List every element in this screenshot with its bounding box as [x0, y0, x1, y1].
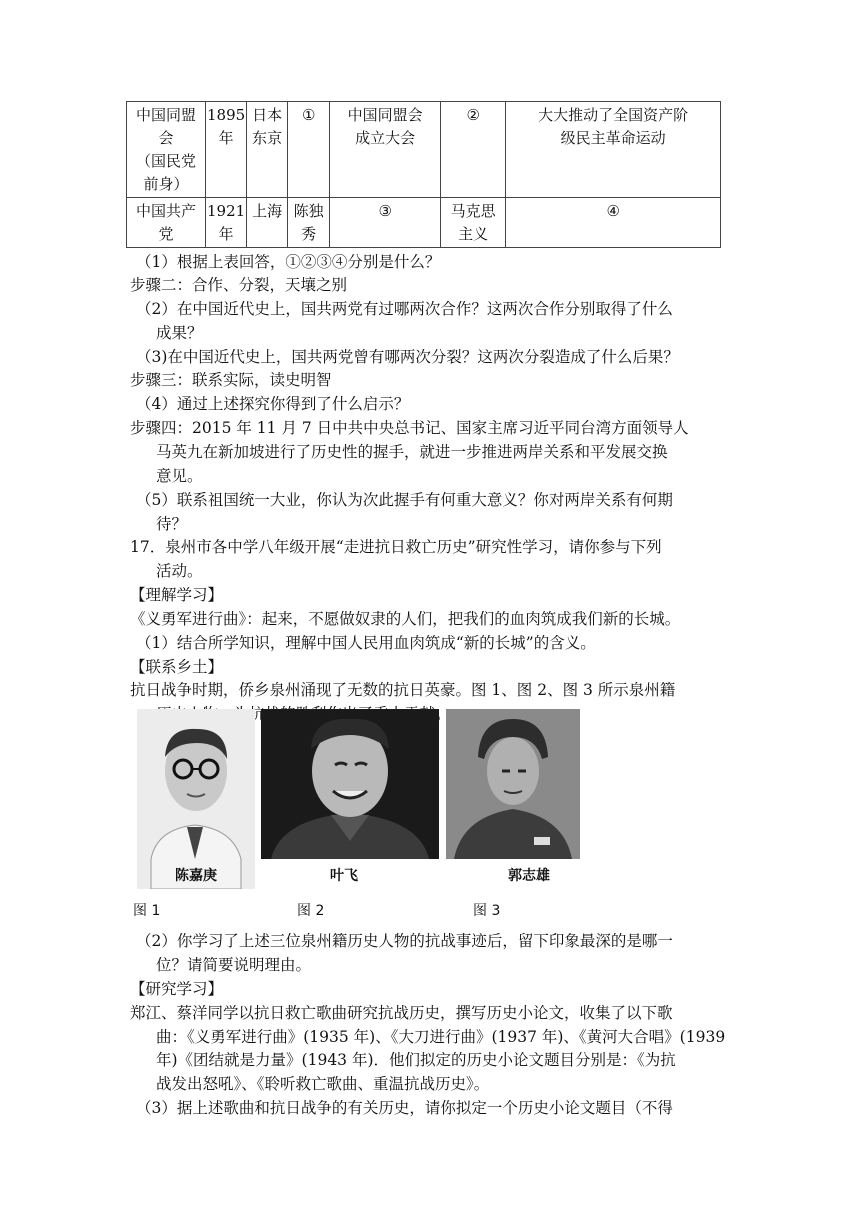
research-text: 郑江、蔡洋同学以抗日救亡歌曲研究抗战历史，撰写历史小论文，收集了以下歌	[130, 1004, 673, 1022]
question-4: （4）通过上述探究你得到了什么启示？	[136, 395, 410, 413]
table-row	[127, 198, 721, 248]
step-4-text-cont: 马英九在新加坡进行了历史性的握手，就进一步推进两岸关系和平发展交换	[156, 443, 668, 461]
section-understand: 【理解学习】	[130, 586, 224, 604]
question-17-cont: 活动。	[156, 562, 203, 580]
org-cell: 中国共产 党	[127, 198, 206, 248]
year-cell: 1921 年	[206, 198, 247, 248]
event-cell: ③	[330, 198, 441, 248]
research-text-cont: 曲：《义勇军进行曲》(1935 年)、《大刀进行曲》(1937 年)、《黄河大合唱》(1939	[156, 1028, 726, 1046]
figure-caption: 叶飞	[330, 868, 358, 884]
org-cell: 中国同盟 会 （国民党 前身）	[127, 102, 206, 198]
step-3-heading: 步骤三：联系实际，读史明智	[130, 371, 332, 389]
step-4-text-cont: 意见。	[156, 467, 203, 485]
photo-chen-jiageng	[137, 709, 255, 889]
question-17-2-cont: 位？请简要说明理由。	[156, 956, 312, 974]
step-2-heading: 步骤二：合作、分裂，天壤之别	[130, 276, 348, 294]
section-research: 【研究学习】	[130, 980, 224, 998]
question-17-2: （2）你学习了上述三位泉州籍历史人物的抗战事迹后，留下印象最深的是哪一	[136, 932, 673, 950]
photo-guo-zhixiong	[446, 709, 580, 859]
question-2-cont: 成果？	[156, 324, 203, 342]
figure-number: 图 3	[473, 903, 501, 919]
photo-ye-fei	[261, 709, 439, 859]
figure-number: 图 1	[133, 903, 161, 919]
figure-number: 图 2	[297, 903, 325, 919]
place-cell: 日本 东京	[247, 102, 288, 198]
hometown-text: 抗日战争时期，侨乡泉州涌现了无数的抗日英豪。图 1、图 2、图 3 所示泉州籍	[130, 681, 676, 699]
research-text-cont: 年)《团结就是力量》(1943 年)．他们拟定的历史小论文题目分别是：《为抗	[156, 1051, 676, 1069]
place-cell: 上海	[247, 198, 288, 248]
event-cell: 中国同盟会 成立大会	[330, 102, 441, 198]
step-4-text: 步骤四：2015 年 11 月 7 日中共中央总书记、国家主席习近平同台湾方面领导人	[130, 419, 689, 437]
question-17-3: （3）据上述歌曲和抗日战争的有关历史，请你拟定一个历史小论文题目（不得	[136, 1099, 673, 1117]
person-cell: 陈独 秀	[288, 198, 330, 248]
research-text-cont: 战发出怒吼》、《聆听救亡歌曲、重温抗战历史》。	[156, 1075, 490, 1093]
impact-cell: ④	[506, 198, 721, 248]
figure-caption: 郭志雄	[508, 868, 550, 884]
table-row	[127, 102, 721, 198]
history-table	[126, 101, 721, 248]
section-hometown: 【联系乡土】	[130, 658, 224, 676]
question-5-cont: 待？	[156, 515, 188, 533]
year-cell: 1895 年	[206, 102, 247, 198]
question-3: （3)在中国近代史上，国共两党曾有哪两次分裂？这两次分裂造成了什么后果？	[136, 348, 679, 366]
person-cell: ①	[288, 102, 330, 198]
thought-cell: 马克思 主义	[441, 198, 506, 248]
figure-caption: 陈嘉庚	[175, 868, 217, 884]
impact-cell: 大大推动了全国资产阶 级民主革命运动	[506, 102, 721, 198]
thought-cell: ②	[441, 102, 506, 198]
question-17: 17．泉州市各中学八年级开展“走进抗日救亡历史”研究性学习，请你参与下列	[130, 538, 662, 556]
question-2: （2）在中国近代史上，国共两党有过哪两次合作？这两次合作分别取得了什么	[136, 300, 673, 318]
anthem-quote: 《义勇军进行曲》：起来，不愿做奴隶的人们，把我们的血肉筑成我们新的长城。	[130, 610, 681, 628]
question-1: （1）根据上表回答，①②③④分别是什么？	[136, 253, 441, 271]
question-5: （5）联系祖国统一大业，你认为次此握手有何重大意义？你对两岸关系有何期	[136, 491, 673, 509]
question-17-1: （1）结合所学知识，理解中国人民用血肉筑成“新的长城”的含义。	[136, 634, 596, 652]
